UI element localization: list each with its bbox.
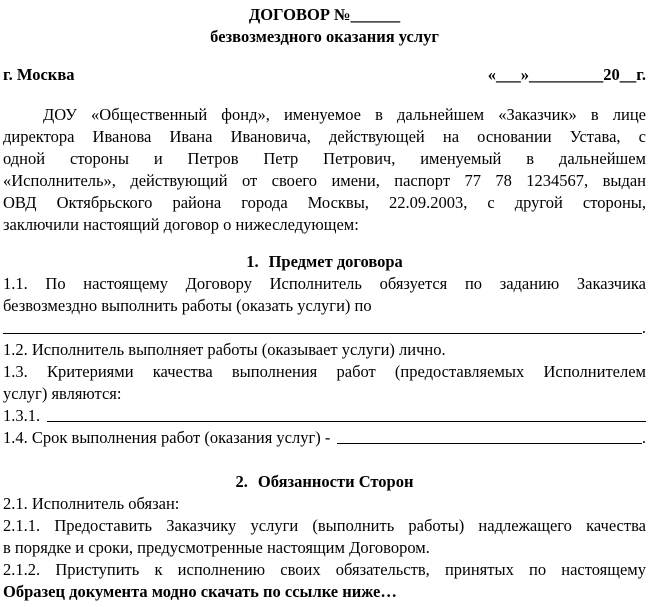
clause-1-1-blank-row bbox=[3, 317, 646, 339]
blank-underline bbox=[47, 405, 646, 422]
clause-1-3-1-row bbox=[3, 405, 646, 427]
clause-1-2: 1.2. Исполнитель выполняет работы (оказывает услуги) лично. bbox=[3, 340, 446, 359]
city-label: г. Москва bbox=[3, 65, 75, 84]
clause-1-3-1-label: 1.3.1. bbox=[3, 406, 41, 425]
section-1-heading bbox=[3, 251, 646, 273]
preamble-line-6: заключили настоящий договор о нижеследующем: bbox=[3, 215, 359, 234]
clause-2-1-1-line-1: 2.1.1. Предоставить Заказчику услуги (выполнить работы) надлежащего качества bbox=[3, 516, 646, 535]
blank-tail-period: . bbox=[641, 318, 646, 337]
contract-title: ДОГОВОР №______ bbox=[248, 5, 401, 24]
clause-1-4-row bbox=[3, 427, 646, 449]
spacer bbox=[3, 86, 646, 104]
clause-1-1-line-1: 1.1. По настоящему Договору Исполнитель обязуется по заданию Заказчика bbox=[3, 274, 646, 293]
preamble-line-2: директора Иванова Ивана Ивановича, действующей на основании Устава, с bbox=[3, 127, 646, 146]
blank-underline bbox=[3, 317, 642, 334]
clause-2-1: 2.1. Исполнитель обязан: bbox=[3, 494, 180, 513]
blank-tail-period: . bbox=[641, 428, 646, 447]
clause-2-1-1-line-2: в порядке и сроки, предусмотренные настоящим Договором. bbox=[3, 538, 430, 557]
preamble-line-3: одной стороны и Петров Петр Петрович, именуемый в дальнейшем bbox=[3, 149, 646, 168]
section-2-title: Обязанности Сторон bbox=[257, 472, 414, 491]
download-note: Образец документа модно скачать по ссылке ниже… bbox=[3, 582, 397, 601]
contract-subtitle: безвозмездного оказания услуг bbox=[210, 27, 439, 46]
section-1-number: 1. bbox=[246, 252, 259, 271]
city-date-row bbox=[3, 64, 646, 86]
spacer bbox=[3, 48, 646, 64]
clause-1-3-line-2: услуг) являются: bbox=[3, 384, 122, 403]
section-2-number: 2. bbox=[235, 472, 248, 491]
blank-underline bbox=[337, 427, 642, 444]
clause-1-4-label: 1.4. Срок выполнения работ (оказания услуг) - bbox=[3, 428, 331, 447]
preamble-line-5: ОВД Октябрьского района города Москвы, 22.09.2003, с другой стороны, bbox=[3, 193, 646, 212]
section-2-heading bbox=[3, 471, 646, 493]
section-1-title: Предмет договора bbox=[268, 252, 403, 271]
spacer bbox=[3, 236, 646, 251]
preamble-line-4: «Исполнитель», действующий от своего имени, паспорт 77 78 1234567, выдан bbox=[3, 171, 646, 190]
date-blank: «___»_________20__г. bbox=[487, 65, 646, 84]
preamble-line-1: ДОУ «Общественный фонд», именуемое в дальнейшем «Заказчик» в лице bbox=[43, 105, 646, 124]
clause-1-1-line-2: безвозмездно выполнить работы (оказать услуги) по bbox=[3, 296, 372, 315]
spacer bbox=[3, 449, 646, 471]
clause-2-1-2: 2.1.2. Приступить к исполнению своих обязательств, принятых по настоящему bbox=[3, 560, 646, 579]
clause-1-3-line-1: 1.3. Критериями качества выполнения работ (предоставляемых Исполнителем bbox=[3, 362, 646, 381]
